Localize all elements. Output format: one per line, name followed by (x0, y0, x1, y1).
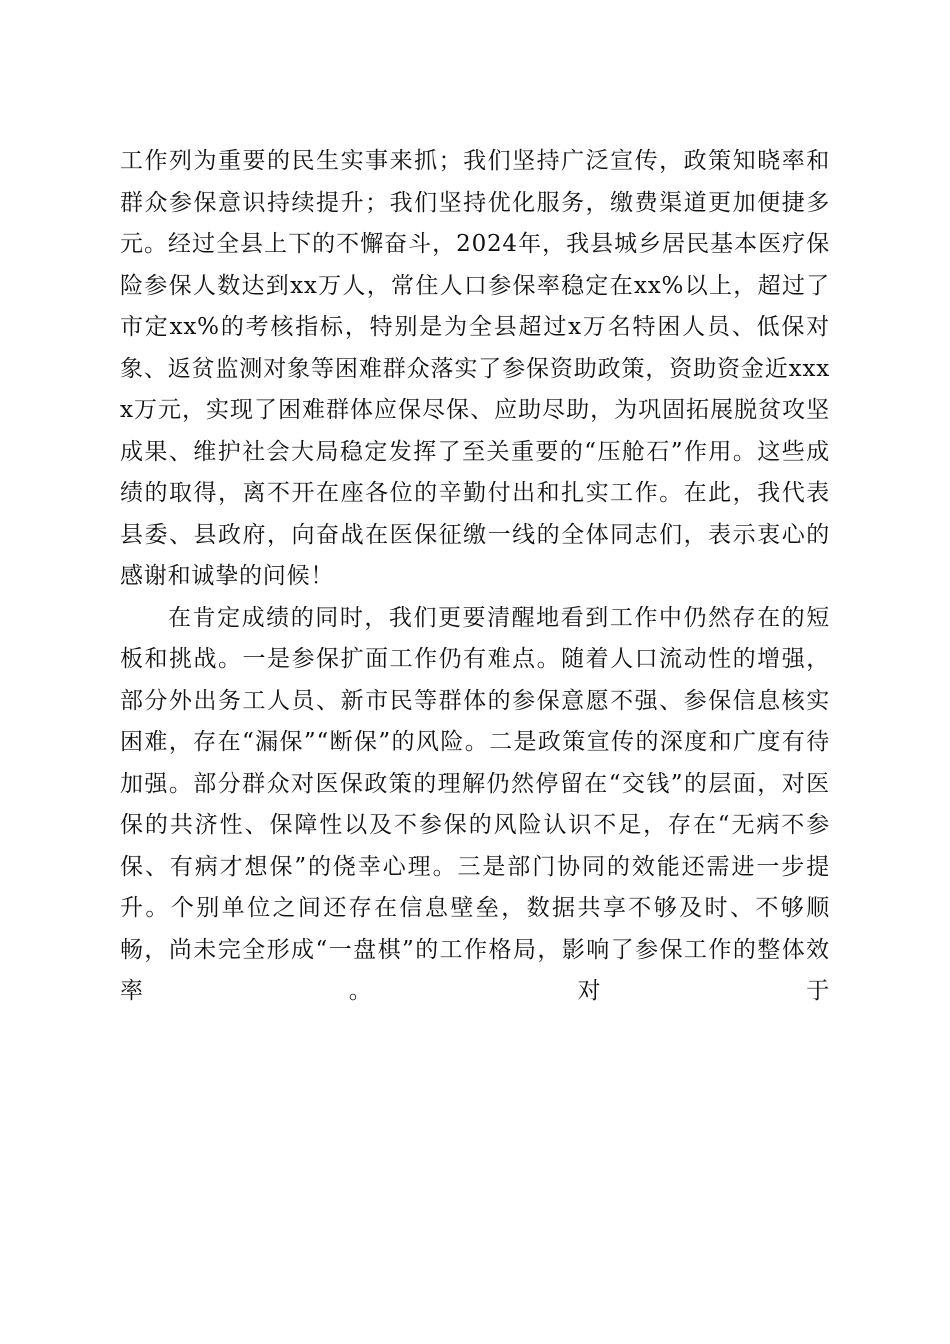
document-body (120, 141, 830, 1013)
paragraph-shortcomings: 在肯定成绩的同时，我们更要清醒地看到工作中仍然存在的短板和挑战。一是参保扩面工作仍有难点。随着人口流动性的增强，部分外出务工人员、新市民等群体的参保意愿不强、参保信息核实困难，存在“漏保”“断保”的风险。二是政策宣传的深度和广度有待加强。部分群众对医保政策的理解仍然停留在“交钱”的层面，对医保的共济性、保障性以及不参保的风险认识不足，存在“无病不参保、有病才想保”的侥幸心理。三是部门协同的效能还需进一步提升。个别单位之间还存在信息壁垒，数据共享不够及时、不够顺畅，尚未完全形成“一盘棋”的工作格局，影响了参保工作的整体效率。对于 (120, 604, 830, 1004)
paragraph-continuation: 工作列为重要的民生实事来抓；我们坚持广泛宣传，政策知晓率和群众参保意识持续提升；我们坚持优化服务，缴费渠道更加便捷多元。经过全县上下的不懈奋斗，2024年，我县城乡居民基本医疗保险参保人数达到xx万人，常住人口参保率稳定在xx%以上，超过了市定xx%的考核指标，特别是为全县超过x万名特困人员、低保对象、返贫监测对象等困难群众落实了参保资助政策，资助资金近xxxx万元，实现了困难群体应保尽保、应助尽助，为巩固拓展脱贫攻坚成果、维护社会大局稳定发挥了至关重要的“压舱石”作用。这些成绩的取得，离不开在座各位的辛勤付出和扎实工作。在此，我代表县委、县政府，向奋战在医保征缴一线的全体同志们，表示衷心的感谢和诚挚的问候！ (120, 148, 830, 589)
